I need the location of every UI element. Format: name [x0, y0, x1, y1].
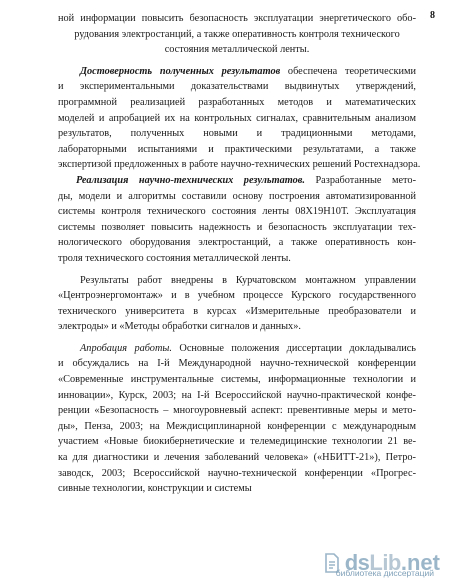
- text-line: «Современные инструментальные системы, информационные технологии и: [58, 374, 416, 386]
- dissertation-text: [58, 11, 421, 497]
- text-line: ной информации повысить безопасность эксплуатации энергетического обо-: [58, 13, 416, 24]
- text-line: и обсуждались на I-й Международной научно-технической конференции: [58, 358, 416, 370]
- watermark-brand: ds Lib .net: [344, 550, 440, 575]
- text-line: рудования электростанций, а также оперативность контроля технического: [74, 28, 400, 40]
- text-line: состояния металлической ленты.: [164, 44, 310, 56]
- text-line: технического университета в курсах «Измерительные преобразователи и: [58, 305, 416, 317]
- text-line: участием «Новые биокибернетические и телемедицинские технологии 21 ве-: [58, 436, 416, 448]
- text-line: системы контроля технического состояния ленты 08Х19Н10Т. Эксплуатация: [58, 206, 416, 218]
- text-line: инновации», Курск, 2003; на I-й Всероссийской научно-практической конфе-: [58, 389, 416, 401]
- paragraph-approbation: [58, 341, 416, 497]
- text-line: ды», Пенза, 2003; на Междисциплинарной конференции с международным: [58, 420, 416, 432]
- text-line: ды, модели и алгоритмы составили основу построения автоматизированной: [58, 190, 416, 202]
- watermark: [323, 550, 440, 576]
- text-line: лабораторными испытаниями и практическими результатами, а также: [58, 143, 416, 155]
- paragraph-reliability: [58, 64, 421, 173]
- text-line: ка для диагностики и лечения заболеваний человека» («НБИТТ-21»), Петро-: [58, 452, 416, 464]
- text-line: и экспериментальными доказательствами выдвинутых утверждений,: [58, 81, 416, 93]
- text-line: системы позволяет повысить надежность и безопасность эксплуатации тех-: [58, 221, 416, 233]
- text-line: Апробация работы. Основные положения диссертации докладывались: [80, 342, 416, 354]
- paragraph-results: [58, 273, 416, 335]
- text-line: результатов, полученных новыми и традиционными методами,: [58, 128, 416, 140]
- watermark-subtitle: библиотека диссертаций: [335, 568, 434, 578]
- paragraph-implementation: [58, 173, 416, 267]
- text-line: программной реализацией разработанных методов и математических: [58, 96, 416, 108]
- paragraph-lead: Реализация научно-технических результатов.: [76, 174, 305, 186]
- text-line: «Центроэнергомонтаж» и в учебном процессе Курского государственного: [58, 290, 416, 302]
- page-number: 8: [430, 10, 435, 21]
- text-line: троля технического состояния металлической ленты.: [58, 252, 291, 264]
- text-line: нологического оборудования электростанций, а также оперативность кон-: [58, 237, 416, 249]
- text-line: Результаты работ внедрены в Курчатовском монтажном управлении: [80, 274, 416, 286]
- paragraph-lead: Достоверность полученных результатов: [80, 65, 281, 77]
- text-line: Реализация научно-технических результатов. Разработанные мето-: [76, 174, 416, 186]
- paragraph-lead: Апробация работы.: [80, 342, 172, 354]
- text-line: ренции «Безопасность – многоуровневый аспект: превентивные меры и мето-: [58, 405, 416, 417]
- text-line: заводск, 2003; Всероссийской научно-технической конференции «Прогрес-: [58, 467, 416, 479]
- text-line: экспертизой предложенных в работе научно-технических решений Ростехнадзора.: [58, 159, 421, 171]
- text-line: электроды» и «Методы обработки сигналов и данных».: [58, 321, 301, 333]
- text-line: Достоверность полученных результатов обеспечена теоретическими: [80, 65, 417, 77]
- text-line: сивные технологии, конструкции и системы: [58, 483, 252, 495]
- text-line: моделей и апробацией их на контрольных сигналах, сравнительным анализом: [58, 112, 416, 124]
- paragraph-1: [58, 11, 416, 58]
